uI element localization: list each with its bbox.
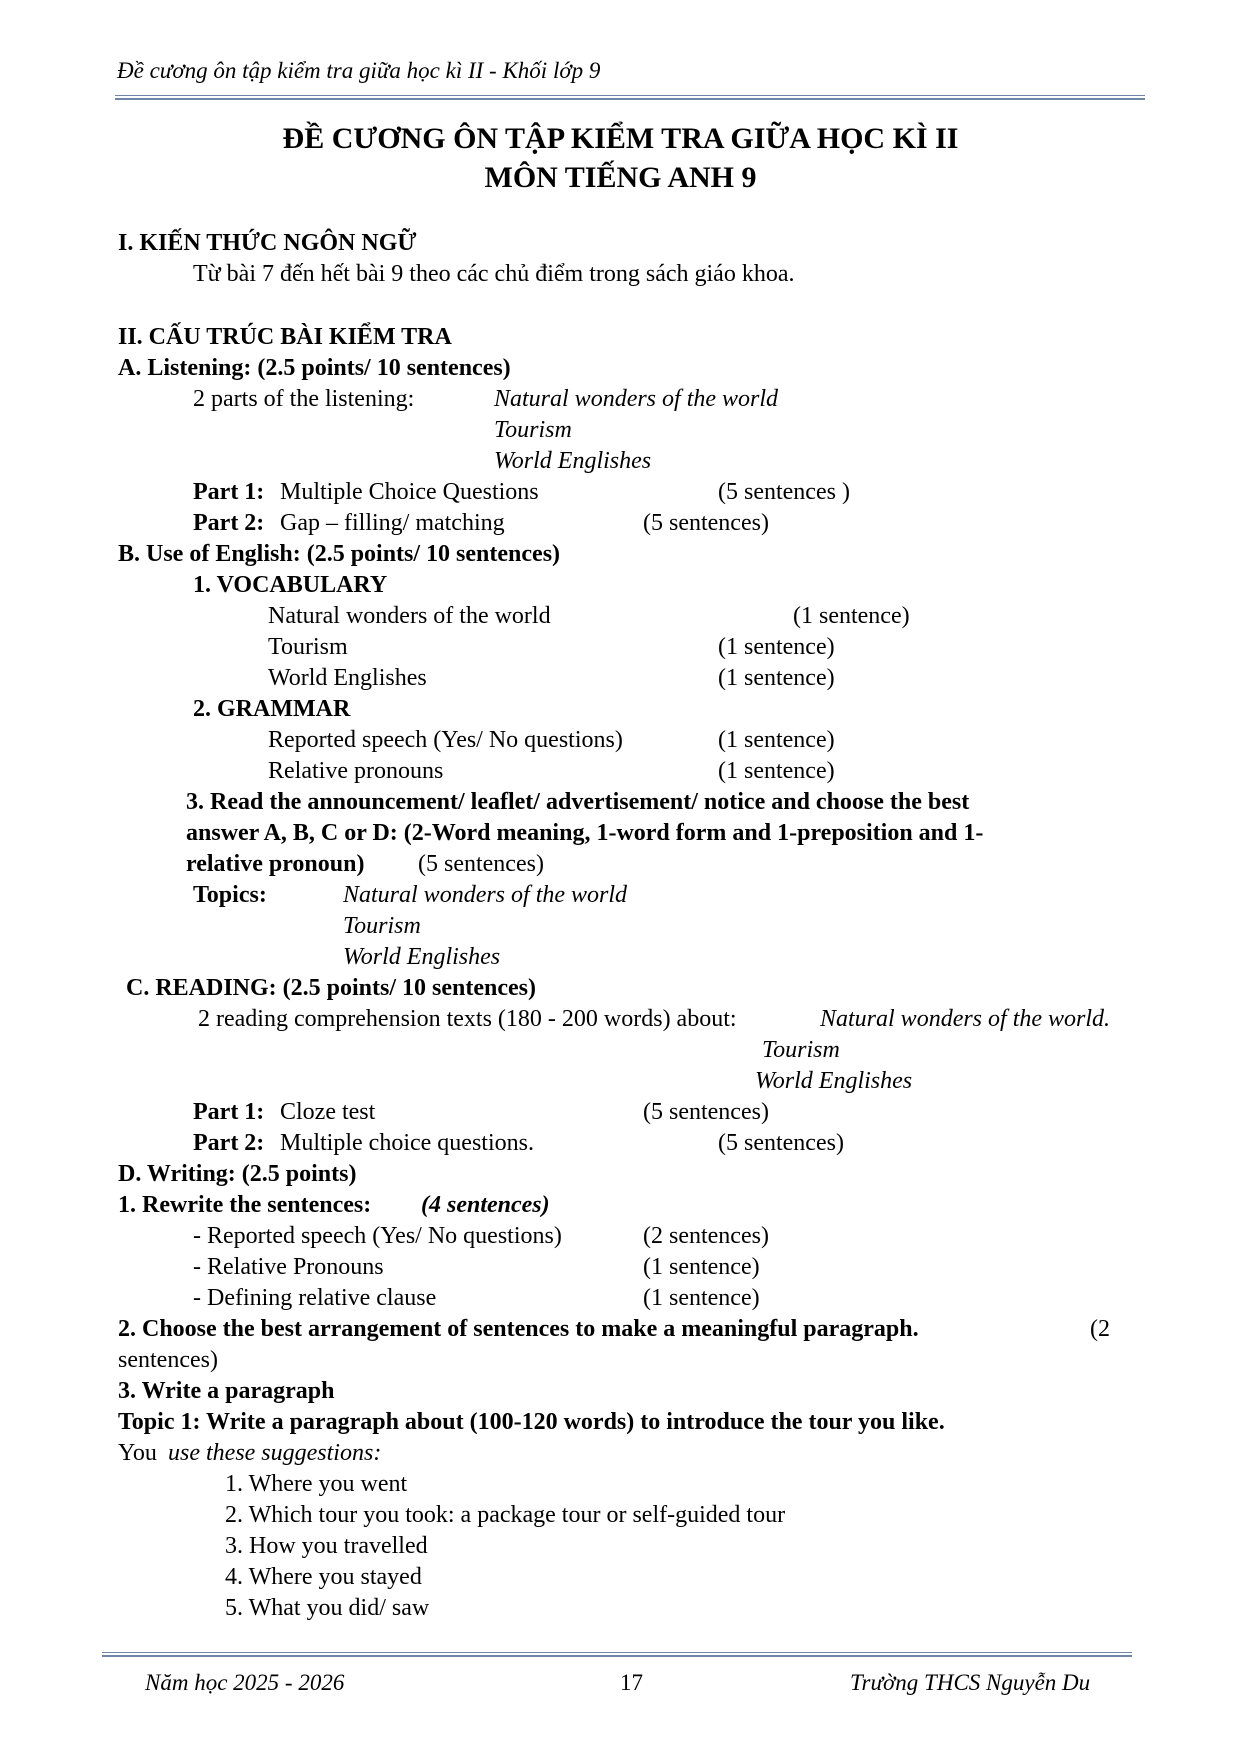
vocab-count: (1 sentence): [793, 603, 910, 629]
reading-topic: Natural wonders of the world.: [820, 1006, 1111, 1032]
rewrite-item-count: (2 sentences): [643, 1223, 769, 1249]
suggestion-item: 5. What you did/ saw: [225, 1595, 430, 1621]
reading-topic: World Englishes: [755, 1068, 913, 1094]
grammar-item: Relative pronouns: [268, 758, 444, 784]
header-rule: [115, 95, 1145, 100]
footer-school-name: Trường THCS Nguyễn Du: [850, 1670, 1091, 1695]
rewrite-item: - Relative Pronouns: [193, 1254, 384, 1280]
grammar-heading: 2. GRAMMAR: [193, 696, 351, 722]
grammar-count: (1 sentence): [718, 727, 835, 753]
page-number: 17: [620, 1670, 643, 1695]
document-subtitle: MÔN TIẾNG ANH 9: [484, 161, 757, 194]
arrange-heading: 2. Choose the best arrangement of sentences to make a meaningful paragraph.: [118, 1316, 919, 1342]
reading-heading: C. READING: (2.5 points/ 10 sentences): [126, 975, 536, 1001]
footer-school-year: Năm học 2025 - 2026: [145, 1670, 345, 1695]
page-header: Đề cương ôn tập kiểm tra giữa học kì II - Khối lớp 9: [117, 58, 601, 83]
reading-topic: Tourism: [762, 1037, 840, 1063]
listening-part1-count: (5 sentences ): [718, 479, 850, 505]
reading-part1-text: Cloze test: [280, 1099, 376, 1125]
reading-task-line: relative pronoun): [186, 851, 365, 877]
reading-task-line: 3. Read the announcement/ leaflet/ advertisement/ notice and choose the best: [186, 789, 970, 815]
listening-topic: Natural wonders of the world: [494, 386, 779, 412]
topic-item: World Englishes: [343, 944, 501, 970]
suggestion-item: 3. How you travelled: [225, 1533, 428, 1559]
topic-1: Topic 1: Write a paragraph about (100-120 words) to introduce the tour you like.: [118, 1409, 945, 1435]
use-of-english-heading: B. Use of English: (2.5 points/ 10 sentences): [118, 541, 561, 567]
reading-part2-label: Part 2:: [193, 1130, 265, 1156]
topic-item: Natural wonders of the world: [343, 882, 628, 908]
listening-part2-text: Gap – filling/ matching: [280, 510, 505, 536]
rewrite-heading: 1. Rewrite the sentences:: [118, 1192, 372, 1218]
rewrite-item: - Reported speech (Yes/ No questions): [193, 1223, 562, 1249]
listening-topic: Tourism: [494, 417, 572, 443]
reading-part1-count: (5 sentences): [643, 1099, 769, 1125]
reading-part2-text: Multiple choice questions.: [280, 1130, 534, 1156]
reading-task-count: (5 sentences): [418, 851, 544, 877]
document-title: ĐỀ CƯƠNG ÔN TẬP KIỂM TRA GIỮA HỌC KÌ II: [282, 122, 959, 155]
reading-task-line: answer A, B, C or D: (2-Word meaning, 1-word form and 1-preposition and 1-: [186, 820, 984, 846]
reading-part1-label: Part 1:: [193, 1099, 265, 1125]
rewrite-item-count: (1 sentence): [643, 1254, 760, 1280]
rewrite-item-count: (1 sentence): [643, 1285, 760, 1311]
grammar-item: Reported speech (Yes/ No questions): [268, 727, 623, 753]
footer-rule: [102, 1652, 1132, 1657]
grammar-count: (1 sentence): [718, 758, 835, 784]
paragraph-heading: 3. Write a paragraph: [118, 1378, 335, 1404]
vocab-count: (1 sentence): [718, 634, 835, 660]
suggestions-lead-italic: use these suggestions:: [168, 1440, 382, 1466]
section-1-heading: I. KIẾN THỨC NGÔN NGỮ: [118, 230, 417, 256]
suggestion-item: 4. Where you stayed: [225, 1564, 422, 1590]
rewrite-item: - Defining relative clause: [193, 1285, 437, 1311]
arrange-count: (2: [1090, 1316, 1110, 1342]
reading-part2-count: (5 sentences): [718, 1130, 844, 1156]
topic-item: Tourism: [343, 913, 421, 939]
listening-part1-text: Multiple Choice Questions: [280, 479, 539, 505]
listening-part2-count: (5 sentences): [643, 510, 769, 536]
listening-part1-label: Part 1:: [193, 479, 265, 505]
listening-intro: 2 parts of the listening:: [193, 386, 415, 412]
vocab-item: Tourism: [268, 634, 348, 660]
vocab-item: Natural wonders of the world: [268, 603, 551, 629]
suggestion-item: 1. Where you went: [225, 1471, 408, 1497]
listening-topic: World Englishes: [494, 448, 652, 474]
suggestions-lead: You: [118, 1440, 157, 1466]
suggestion-item: 2. Which tour you took: a package tour or self-guided tour: [225, 1502, 786, 1528]
listening-heading: A. Listening: (2.5 points/ 10 sentences): [118, 355, 511, 381]
section-1-text: Từ bài 7 đến hết bài 9 theo các chủ điểm trong sách giáo khoa.: [193, 261, 795, 287]
vocab-item: World Englishes: [268, 665, 427, 691]
listening-part2-label: Part 2:: [193, 510, 265, 536]
vocabulary-heading: 1. VOCABULARY: [193, 572, 388, 598]
reading-intro: 2 reading comprehension texts (180 - 200 words) about:: [198, 1006, 737, 1032]
arrange-count-cont: sentences): [118, 1347, 218, 1373]
writing-heading: D. Writing: (2.5 points): [118, 1161, 357, 1187]
section-2-heading: II. CẤU TRÚC BÀI KIỂM TRA: [118, 324, 452, 350]
rewrite-count: (4 sentences): [421, 1192, 550, 1218]
vocab-count: (1 sentence): [718, 665, 835, 691]
topics-label: Topics:: [193, 882, 267, 908]
